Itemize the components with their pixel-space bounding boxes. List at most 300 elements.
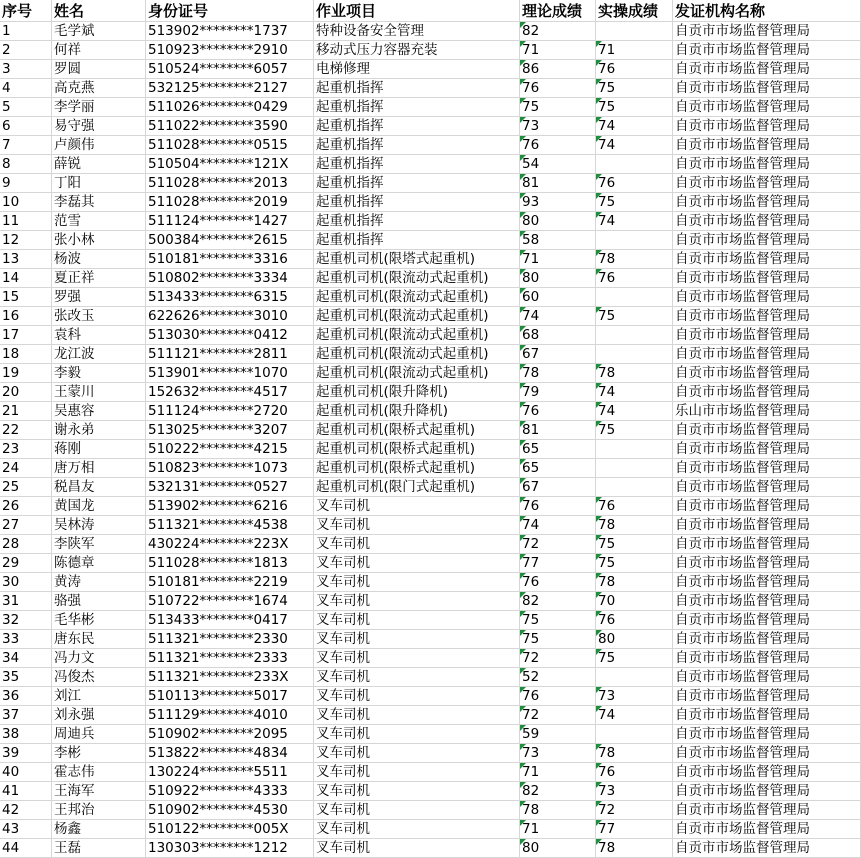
seq-cell[interactable]: 10 — [0, 193, 52, 212]
theory-score-cell[interactable] — [520, 706, 596, 725]
issuing-authority-cell[interactable]: 自贡市市场监督管理局 — [673, 326, 861, 345]
theory-score-cell[interactable] — [520, 193, 596, 212]
seq-cell[interactable]: 38 — [0, 725, 52, 744]
name-cell[interactable]: 唐东民 — [52, 630, 146, 649]
job-item-cell[interactable]: 特种设备安全管理 — [314, 22, 520, 41]
seq-cell[interactable]: 20 — [0, 383, 52, 402]
theory-score-cell[interactable] — [520, 744, 596, 763]
name-cell[interactable]: 李磊其 — [52, 193, 146, 212]
name-cell[interactable]: 丁阳 — [52, 174, 146, 193]
practical-score-cell[interactable] — [596, 345, 673, 364]
name-cell[interactable]: 高克燕 — [52, 79, 146, 98]
name-cell[interactable]: 冯力文 — [52, 649, 146, 668]
theory-score-cell[interactable] — [520, 554, 596, 573]
name-cell[interactable]: 袁科 — [52, 326, 146, 345]
job-item-cell[interactable]: 起重机指挥 — [314, 98, 520, 117]
issuing-authority-cell[interactable]: 自贡市市场监督管理局 — [673, 307, 861, 326]
job-item-cell[interactable]: 起重机司机(限流动式起重机) — [314, 326, 520, 345]
theory-score-cell[interactable] — [520, 174, 596, 193]
issuing-authority-cell[interactable]: 自贡市市场监督管理局 — [673, 136, 861, 155]
name-cell[interactable]: 黄涛 — [52, 573, 146, 592]
issuing-authority-cell[interactable]: 自贡市市场监督管理局 — [673, 535, 861, 554]
header-name[interactable]: 姓名 — [52, 0, 146, 22]
theory-score-cell[interactable] — [520, 630, 596, 649]
seq-cell[interactable]: 30 — [0, 573, 52, 592]
issuing-authority-cell[interactable]: 自贡市市场监督管理局 — [673, 231, 861, 250]
seq-cell[interactable]: 17 — [0, 326, 52, 345]
seq-cell[interactable]: 24 — [0, 459, 52, 478]
theory-score-cell[interactable] — [520, 763, 596, 782]
practical-score-cell[interactable] — [596, 535, 673, 554]
theory-score-cell[interactable] — [520, 687, 596, 706]
seq-cell[interactable]: 37 — [0, 706, 52, 725]
practical-score-cell[interactable] — [596, 288, 673, 307]
header-seq[interactable]: 序号 — [0, 0, 52, 22]
issuing-authority-cell[interactable]: 自贡市市场监督管理局 — [673, 649, 861, 668]
theory-score-cell[interactable] — [520, 478, 596, 497]
job-item-cell[interactable]: 起重机指挥 — [314, 174, 520, 193]
job-item-cell[interactable]: 叉车司机 — [314, 668, 520, 687]
name-cell[interactable]: 张小林 — [52, 231, 146, 250]
issuing-authority-cell[interactable]: 自贡市市场监督管理局 — [673, 193, 861, 212]
name-cell[interactable]: 骆强 — [52, 592, 146, 611]
job-item-cell[interactable]: 叉车司机 — [314, 801, 520, 820]
id-number-cell[interactable]: 510722********1674 — [146, 592, 314, 611]
theory-score-cell[interactable] — [520, 668, 596, 687]
practical-score-cell[interactable] — [596, 706, 673, 725]
practical-score-cell[interactable] — [596, 554, 673, 573]
issuing-authority-cell[interactable]: 自贡市市场监督管理局 — [673, 478, 861, 497]
seq-cell[interactable]: 11 — [0, 212, 52, 231]
issuing-authority-cell[interactable]: 自贡市市场监督管理局 — [673, 98, 861, 117]
id-number-cell[interactable]: 130224********5511 — [146, 763, 314, 782]
job-item-cell[interactable]: 叉车司机 — [314, 630, 520, 649]
issuing-authority-cell[interactable]: 自贡市市场监督管理局 — [673, 155, 861, 174]
issuing-authority-cell[interactable]: 自贡市市场监督管理局 — [673, 364, 861, 383]
seq-cell[interactable]: 42 — [0, 801, 52, 820]
practical-score-cell[interactable] — [596, 383, 673, 402]
seq-cell[interactable]: 8 — [0, 155, 52, 174]
practical-score-cell[interactable] — [596, 231, 673, 250]
practical-score-cell[interactable] — [596, 60, 673, 79]
seq-cell[interactable]: 16 — [0, 307, 52, 326]
seq-cell[interactable]: 4 — [0, 79, 52, 98]
name-cell[interactable]: 王蒙川 — [52, 383, 146, 402]
id-number-cell[interactable]: 532131********0527 — [146, 478, 314, 497]
job-item-cell[interactable]: 起重机司机(限门式起重机) — [314, 478, 520, 497]
id-number-cell[interactable]: 513901********1070 — [146, 364, 314, 383]
header-theory-score[interactable]: 理论成绩 — [520, 0, 596, 22]
issuing-authority-cell[interactable]: 自贡市市场监督管理局 — [673, 41, 861, 60]
seq-cell[interactable]: 33 — [0, 630, 52, 649]
name-cell[interactable]: 吴惠容 — [52, 402, 146, 421]
seq-cell[interactable]: 28 — [0, 535, 52, 554]
id-number-cell[interactable]: 511028********2019 — [146, 193, 314, 212]
seq-cell[interactable]: 29 — [0, 554, 52, 573]
theory-score-cell[interactable] — [520, 212, 596, 231]
job-item-cell[interactable]: 起重机指挥 — [314, 155, 520, 174]
theory-score-cell[interactable] — [520, 383, 596, 402]
issuing-authority-cell[interactable]: 自贡市市场监督管理局 — [673, 687, 861, 706]
name-cell[interactable]: 陈德章 — [52, 554, 146, 573]
id-number-cell[interactable]: 511026********0429 — [146, 98, 314, 117]
theory-score-cell[interactable] — [520, 820, 596, 839]
id-number-cell[interactable]: 511321********2333 — [146, 649, 314, 668]
id-number-cell[interactable]: 510823********1073 — [146, 459, 314, 478]
job-item-cell[interactable]: 起重机司机(限桥式起重机) — [314, 440, 520, 459]
theory-score-cell[interactable] — [520, 98, 596, 117]
seq-cell[interactable]: 44 — [0, 839, 52, 858]
practical-score-cell[interactable] — [596, 155, 673, 174]
seq-cell[interactable]: 14 — [0, 269, 52, 288]
seq-cell[interactable]: 1 — [0, 22, 52, 41]
practical-score-cell[interactable] — [596, 22, 673, 41]
practical-score-cell[interactable] — [596, 744, 673, 763]
name-cell[interactable]: 唐万相 — [52, 459, 146, 478]
job-item-cell[interactable]: 叉车司机 — [314, 516, 520, 535]
id-number-cell[interactable]: 510902********2095 — [146, 725, 314, 744]
job-item-cell[interactable]: 叉车司机 — [314, 573, 520, 592]
theory-score-cell[interactable] — [520, 41, 596, 60]
practical-score-cell[interactable] — [596, 440, 673, 459]
name-cell[interactable]: 毛学斌 — [52, 22, 146, 41]
job-item-cell[interactable]: 叉车司机 — [314, 744, 520, 763]
issuing-authority-cell[interactable]: 自贡市市场监督管理局 — [673, 421, 861, 440]
job-item-cell[interactable]: 叉车司机 — [314, 611, 520, 630]
name-cell[interactable]: 何祥 — [52, 41, 146, 60]
id-number-cell[interactable]: 511028********2013 — [146, 174, 314, 193]
name-cell[interactable]: 李彬 — [52, 744, 146, 763]
practical-score-cell[interactable] — [596, 801, 673, 820]
seq-cell[interactable]: 21 — [0, 402, 52, 421]
practical-score-cell[interactable] — [596, 212, 673, 231]
job-item-cell[interactable]: 起重机司机(限塔式起重机) — [314, 250, 520, 269]
issuing-authority-cell[interactable]: 自贡市市场监督管理局 — [673, 22, 861, 41]
theory-score-cell[interactable] — [520, 250, 596, 269]
name-cell[interactable]: 蒋刚 — [52, 440, 146, 459]
name-cell[interactable]: 罗强 — [52, 288, 146, 307]
job-item-cell[interactable]: 叉车司机 — [314, 839, 520, 858]
id-number-cell[interactable]: 511321********233X — [146, 668, 314, 687]
practical-score-cell[interactable] — [596, 763, 673, 782]
issuing-authority-cell[interactable]: 自贡市市场监督管理局 — [673, 630, 861, 649]
theory-score-cell[interactable] — [520, 649, 596, 668]
id-number-cell[interactable]: 513902********1737 — [146, 22, 314, 41]
issuing-authority-cell[interactable]: 自贡市市场监督管理局 — [673, 497, 861, 516]
job-item-cell[interactable]: 起重机司机(限流动式起重机) — [314, 269, 520, 288]
theory-score-cell[interactable] — [520, 22, 596, 41]
issuing-authority-cell[interactable]: 自贡市市场监督管理局 — [673, 801, 861, 820]
seq-cell[interactable]: 39 — [0, 744, 52, 763]
practical-score-cell[interactable] — [596, 269, 673, 288]
name-cell[interactable]: 吴林涛 — [52, 516, 146, 535]
name-cell[interactable]: 冯俊杰 — [52, 668, 146, 687]
practical-score-cell[interactable] — [596, 630, 673, 649]
id-number-cell[interactable]: 510113********5017 — [146, 687, 314, 706]
issuing-authority-cell[interactable]: 自贡市市场监督管理局 — [673, 288, 861, 307]
practical-score-cell[interactable] — [596, 193, 673, 212]
issuing-authority-cell[interactable]: 自贡市市场监督管理局 — [673, 174, 861, 193]
issuing-authority-cell[interactable]: 自贡市市场监督管理局 — [673, 117, 861, 136]
name-cell[interactable]: 卢颜伟 — [52, 136, 146, 155]
id-number-cell[interactable]: 510504********121X — [146, 155, 314, 174]
issuing-authority-cell[interactable]: 自贡市市场监督管理局 — [673, 744, 861, 763]
theory-score-cell[interactable] — [520, 592, 596, 611]
issuing-authority-cell[interactable]: 自贡市市场监督管理局 — [673, 440, 861, 459]
seq-cell[interactable]: 40 — [0, 763, 52, 782]
name-cell[interactable]: 李毅 — [52, 364, 146, 383]
name-cell[interactable]: 罗圆 — [52, 60, 146, 79]
name-cell[interactable]: 刘永强 — [52, 706, 146, 725]
practical-score-cell[interactable] — [596, 326, 673, 345]
theory-score-cell[interactable] — [520, 535, 596, 554]
id-number-cell[interactable]: 511028********0515 — [146, 136, 314, 155]
issuing-authority-cell[interactable]: 自贡市市场监督管理局 — [673, 269, 861, 288]
seq-cell[interactable]: 2 — [0, 41, 52, 60]
practical-score-cell[interactable] — [596, 516, 673, 535]
practical-score-cell[interactable] — [596, 98, 673, 117]
issuing-authority-cell[interactable]: 自贡市市场监督管理局 — [673, 345, 861, 364]
theory-score-cell[interactable] — [520, 155, 596, 174]
id-number-cell[interactable]: 130303********1212 — [146, 839, 314, 858]
id-number-cell[interactable]: 622626********3010 — [146, 307, 314, 326]
theory-score-cell[interactable] — [520, 725, 596, 744]
job-item-cell[interactable]: 起重机指挥 — [314, 212, 520, 231]
header-practical-score[interactable]: 实操成绩 — [596, 0, 673, 22]
practical-score-cell[interactable] — [596, 839, 673, 858]
theory-score-cell[interactable] — [520, 459, 596, 478]
seq-cell[interactable]: 9 — [0, 174, 52, 193]
job-item-cell[interactable]: 起重机司机(限升降机) — [314, 402, 520, 421]
name-cell[interactable]: 王邦治 — [52, 801, 146, 820]
issuing-authority-cell[interactable]: 自贡市市场监督管理局 — [673, 820, 861, 839]
issuing-authority-cell[interactable]: 自贡市市场监督管理局 — [673, 250, 861, 269]
theory-score-cell[interactable] — [520, 307, 596, 326]
job-item-cell[interactable]: 起重机指挥 — [314, 136, 520, 155]
id-number-cell[interactable]: 510181********2219 — [146, 573, 314, 592]
seq-cell[interactable]: 22 — [0, 421, 52, 440]
issuing-authority-cell[interactable]: 自贡市市场监督管理局 — [673, 611, 861, 630]
id-number-cell[interactable]: 511321********4538 — [146, 516, 314, 535]
issuing-authority-cell[interactable]: 自贡市市场监督管理局 — [673, 212, 861, 231]
issuing-authority-cell[interactable]: 自贡市市场监督管理局 — [673, 383, 861, 402]
theory-score-cell[interactable] — [520, 782, 596, 801]
issuing-authority-cell[interactable]: 自贡市市场监督管理局 — [673, 668, 861, 687]
theory-score-cell[interactable] — [520, 345, 596, 364]
job-item-cell[interactable]: 叉车司机 — [314, 820, 520, 839]
seq-cell[interactable]: 12 — [0, 231, 52, 250]
theory-score-cell[interactable] — [520, 269, 596, 288]
seq-cell[interactable]: 19 — [0, 364, 52, 383]
practical-score-cell[interactable] — [596, 41, 673, 60]
id-number-cell[interactable]: 510902********4530 — [146, 801, 314, 820]
name-cell[interactable]: 薛锐 — [52, 155, 146, 174]
name-cell[interactable]: 毛华彬 — [52, 611, 146, 630]
practical-score-cell[interactable] — [596, 573, 673, 592]
id-number-cell[interactable]: 511022********3590 — [146, 117, 314, 136]
seq-cell[interactable]: 32 — [0, 611, 52, 630]
job-item-cell[interactable]: 起重机指挥 — [314, 117, 520, 136]
name-cell[interactable]: 范雪 — [52, 212, 146, 231]
job-item-cell[interactable]: 叉车司机 — [314, 554, 520, 573]
seq-cell[interactable]: 25 — [0, 478, 52, 497]
issuing-authority-cell[interactable]: 自贡市市场监督管理局 — [673, 763, 861, 782]
name-cell[interactable]: 杨鑫 — [52, 820, 146, 839]
practical-score-cell[interactable] — [596, 782, 673, 801]
theory-score-cell[interactable] — [520, 136, 596, 155]
seq-cell[interactable]: 36 — [0, 687, 52, 706]
issuing-authority-cell[interactable]: 自贡市市场监督管理局 — [673, 592, 861, 611]
seq-cell[interactable]: 35 — [0, 668, 52, 687]
practical-score-cell[interactable] — [596, 402, 673, 421]
job-item-cell[interactable]: 叉车司机 — [314, 497, 520, 516]
id-number-cell[interactable]: 513433********6315 — [146, 288, 314, 307]
theory-score-cell[interactable] — [520, 231, 596, 250]
issuing-authority-cell[interactable]: 自贡市市场监督管理局 — [673, 79, 861, 98]
practical-score-cell[interactable] — [596, 174, 673, 193]
name-cell[interactable]: 税昌友 — [52, 478, 146, 497]
theory-score-cell[interactable] — [520, 402, 596, 421]
seq-cell[interactable]: 34 — [0, 649, 52, 668]
job-item-cell[interactable]: 叉车司机 — [314, 535, 520, 554]
id-number-cell[interactable]: 500384********2615 — [146, 231, 314, 250]
issuing-authority-cell[interactable]: 自贡市市场监督管理局 — [673, 554, 861, 573]
id-number-cell[interactable]: 510802********3334 — [146, 269, 314, 288]
job-item-cell[interactable]: 起重机司机(限流动式起重机) — [314, 288, 520, 307]
practical-score-cell[interactable] — [596, 668, 673, 687]
name-cell[interactable]: 张改玉 — [52, 307, 146, 326]
practical-score-cell[interactable] — [596, 250, 673, 269]
theory-score-cell[interactable] — [520, 839, 596, 858]
theory-score-cell[interactable] — [520, 440, 596, 459]
theory-score-cell[interactable] — [520, 288, 596, 307]
job-item-cell[interactable]: 起重机司机(限升降机) — [314, 383, 520, 402]
practical-score-cell[interactable] — [596, 478, 673, 497]
theory-score-cell[interactable] — [520, 516, 596, 535]
id-number-cell[interactable]: 510524********6057 — [146, 60, 314, 79]
job-item-cell[interactable]: 电梯修理 — [314, 60, 520, 79]
seq-cell[interactable]: 15 — [0, 288, 52, 307]
header-id-number[interactable]: 身份证号 — [146, 0, 314, 22]
name-cell[interactable]: 易守强 — [52, 117, 146, 136]
name-cell[interactable]: 王海军 — [52, 782, 146, 801]
name-cell[interactable]: 刘江 — [52, 687, 146, 706]
job-item-cell[interactable]: 起重机司机(限流动式起重机) — [314, 364, 520, 383]
job-item-cell[interactable]: 叉车司机 — [314, 782, 520, 801]
issuing-authority-cell[interactable]: 自贡市市场监督管理局 — [673, 725, 861, 744]
seq-cell[interactable]: 3 — [0, 60, 52, 79]
job-item-cell[interactable]: 起重机指挥 — [314, 231, 520, 250]
theory-score-cell[interactable] — [520, 117, 596, 136]
id-number-cell[interactable]: 511129********4010 — [146, 706, 314, 725]
theory-score-cell[interactable] — [520, 326, 596, 345]
id-number-cell[interactable]: 513902********6216 — [146, 497, 314, 516]
practical-score-cell[interactable] — [596, 79, 673, 98]
practical-score-cell[interactable] — [596, 611, 673, 630]
job-item-cell[interactable]: 起重机司机(限流动式起重机) — [314, 345, 520, 364]
seq-cell[interactable]: 7 — [0, 136, 52, 155]
job-item-cell[interactable]: 起重机指挥 — [314, 79, 520, 98]
seq-cell[interactable]: 5 — [0, 98, 52, 117]
theory-score-cell[interactable] — [520, 801, 596, 820]
practical-score-cell[interactable] — [596, 725, 673, 744]
id-number-cell[interactable]: 511124********2720 — [146, 402, 314, 421]
job-item-cell[interactable]: 起重机指挥 — [314, 193, 520, 212]
name-cell[interactable]: 霍志伟 — [52, 763, 146, 782]
job-item-cell[interactable]: 叉车司机 — [314, 687, 520, 706]
seq-cell[interactable]: 43 — [0, 820, 52, 839]
id-number-cell[interactable]: 510222********4215 — [146, 440, 314, 459]
id-number-cell[interactable]: 513030********0412 — [146, 326, 314, 345]
practical-score-cell[interactable] — [596, 592, 673, 611]
issuing-authority-cell[interactable]: 乐山市市场监督管理局 — [673, 402, 861, 421]
seq-cell[interactable]: 13 — [0, 250, 52, 269]
name-cell[interactable]: 谢永弟 — [52, 421, 146, 440]
job-item-cell[interactable]: 叉车司机 — [314, 763, 520, 782]
name-cell[interactable]: 周迪兵 — [52, 725, 146, 744]
job-item-cell[interactable]: 叉车司机 — [314, 592, 520, 611]
header-job-item[interactable]: 作业项目 — [314, 0, 520, 22]
id-number-cell[interactable]: 511121********2811 — [146, 345, 314, 364]
issuing-authority-cell[interactable]: 自贡市市场监督管理局 — [673, 459, 861, 478]
theory-score-cell[interactable] — [520, 60, 596, 79]
issuing-authority-cell[interactable]: 自贡市市场监督管理局 — [673, 516, 861, 535]
name-cell[interactable]: 李陕军 — [52, 535, 146, 554]
seq-cell[interactable]: 27 — [0, 516, 52, 535]
job-item-cell[interactable]: 叉车司机 — [314, 725, 520, 744]
seq-cell[interactable]: 6 — [0, 117, 52, 136]
theory-score-cell[interactable] — [520, 573, 596, 592]
seq-cell[interactable]: 18 — [0, 345, 52, 364]
id-number-cell[interactable]: 510181********3316 — [146, 250, 314, 269]
id-number-cell[interactable]: 510122********005X — [146, 820, 314, 839]
id-number-cell[interactable]: 513822********4834 — [146, 744, 314, 763]
id-number-cell[interactable]: 430224********223X — [146, 535, 314, 554]
job-item-cell[interactable]: 移动式压力容器充装 — [314, 41, 520, 60]
name-cell[interactable]: 夏正祥 — [52, 269, 146, 288]
practical-score-cell[interactable] — [596, 117, 673, 136]
seq-cell[interactable]: 23 — [0, 440, 52, 459]
id-number-cell[interactable]: 510923********2910 — [146, 41, 314, 60]
practical-score-cell[interactable] — [596, 820, 673, 839]
header-issuing-authority[interactable]: 发证机构名称 — [673, 0, 861, 22]
job-item-cell[interactable]: 叉车司机 — [314, 706, 520, 725]
issuing-authority-cell[interactable]: 自贡市市场监督管理局 — [673, 60, 861, 79]
id-number-cell[interactable]: 511124********1427 — [146, 212, 314, 231]
name-cell[interactable]: 李学丽 — [52, 98, 146, 117]
issuing-authority-cell[interactable]: 自贡市市场监督管理局 — [673, 839, 861, 858]
theory-score-cell[interactable] — [520, 79, 596, 98]
id-number-cell[interactable]: 511028********1813 — [146, 554, 314, 573]
practical-score-cell[interactable] — [596, 649, 673, 668]
practical-score-cell[interactable] — [596, 497, 673, 516]
seq-cell[interactable]: 41 — [0, 782, 52, 801]
name-cell[interactable]: 杨波 — [52, 250, 146, 269]
practical-score-cell[interactable] — [596, 459, 673, 478]
seq-cell[interactable]: 26 — [0, 497, 52, 516]
job-item-cell[interactable]: 起重机司机(限桥式起重机) — [314, 459, 520, 478]
id-number-cell[interactable]: 510922********4333 — [146, 782, 314, 801]
job-item-cell[interactable]: 叉车司机 — [314, 649, 520, 668]
id-number-cell[interactable]: 511321********2330 — [146, 630, 314, 649]
id-number-cell[interactable]: 513433********0417 — [146, 611, 314, 630]
theory-score-cell[interactable] — [520, 611, 596, 630]
practical-score-cell[interactable] — [596, 687, 673, 706]
issuing-authority-cell[interactable]: 自贡市市场监督管理局 — [673, 706, 861, 725]
issuing-authority-cell[interactable]: 自贡市市场监督管理局 — [673, 573, 861, 592]
id-number-cell[interactable]: 513025********3207 — [146, 421, 314, 440]
theory-score-cell[interactable] — [520, 497, 596, 516]
